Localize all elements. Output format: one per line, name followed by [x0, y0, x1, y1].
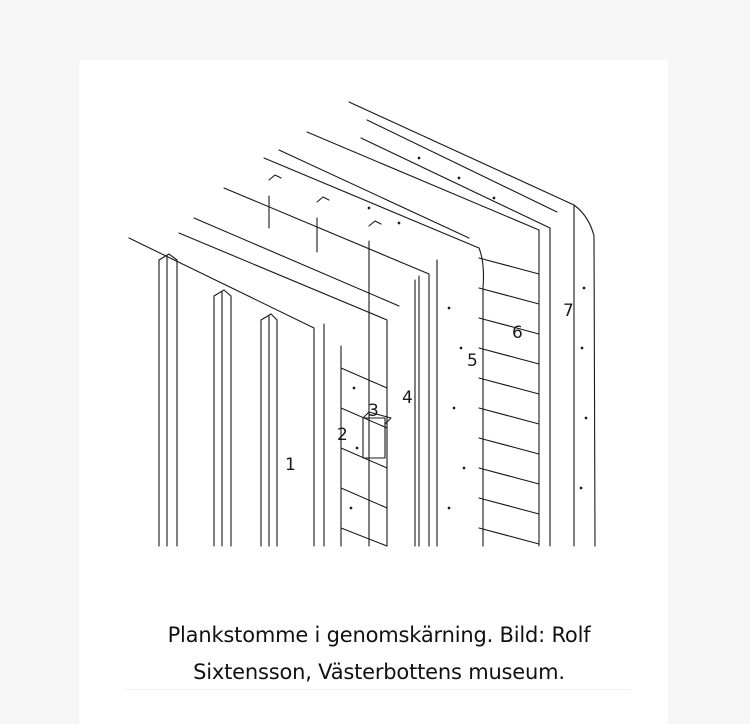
plank-wall-illustration: [119, 88, 629, 608]
layer-2-shape: [179, 218, 399, 546]
layer-label-7: 7: [563, 301, 574, 321]
layer-4-shape: [224, 175, 429, 546]
layer-7-shape: [349, 102, 595, 546]
layer-label-6: 6: [512, 323, 523, 343]
layer-label-1: 1: [285, 455, 296, 475]
layer-label-3: 3: [368, 401, 379, 421]
image-card: [79, 60, 668, 724]
layer-label-2: 2: [337, 425, 348, 445]
divider: [123, 689, 631, 690]
figure-caption: Plankstomme i genomskärning. Bild: Rolf Sixtensson, Västerbottens museum.: [167, 623, 591, 684]
layer-5-shape: [264, 150, 479, 546]
layer-label-4: 4: [402, 388, 413, 408]
layer-label-5: 5: [467, 351, 478, 371]
plank-wall-drawing[interactable]: [119, 88, 629, 608]
layer-1-shape: [129, 238, 324, 546]
